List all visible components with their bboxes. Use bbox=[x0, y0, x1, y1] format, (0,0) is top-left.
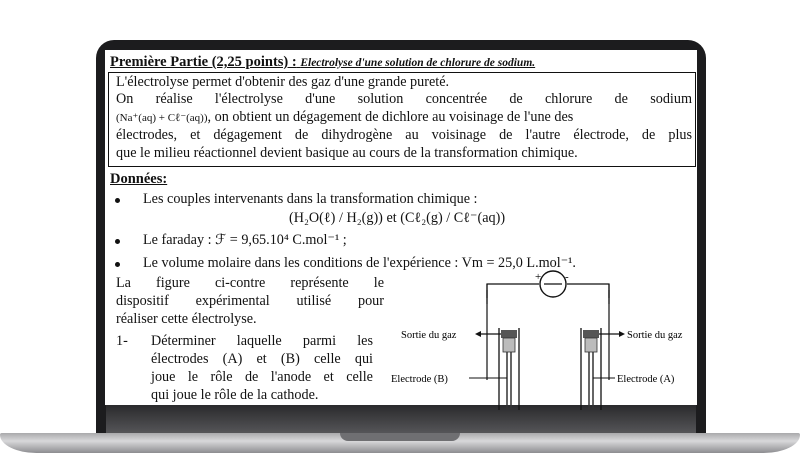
electrode-a-label: Electrode (A) bbox=[617, 374, 675, 385]
wire-right bbox=[567, 284, 609, 290]
page-title bbox=[110, 54, 535, 71]
ions-formula: (Na⁺(aq) + Cℓ⁻(aq)) bbox=[116, 112, 208, 124]
intro-line-3: , on obtient un dégagement de dichlore au voisinage de l'une des bbox=[207, 109, 574, 125]
figure-line-3: réaliser cette électrolyse. bbox=[116, 311, 257, 327]
intro-line-3-row bbox=[116, 109, 692, 127]
question-1-line-2: électrodes (A) et (B) celle qui bbox=[151, 351, 373, 367]
bullet-3-dot bbox=[115, 262, 120, 267]
question-1-line-3: joue le rôle de l'anode et celle bbox=[151, 369, 373, 385]
bullet-3: Le volume molaire dans les conditions de l'expérience : Vm = 25,0 L.mol⁻¹. bbox=[143, 255, 576, 271]
electrode-b-label: Electrode (B) bbox=[391, 374, 448, 385]
intro-line-1: L'électrolyse permet d'obtenir des gaz d'une grande pureté. bbox=[116, 74, 450, 90]
couples-formula: (H₂O(ℓ) / H₂(g)) et (Cℓ₂(g) / Cℓ⁻(aq)) bbox=[289, 210, 506, 226]
donnees-heading: Données: bbox=[110, 171, 168, 187]
figure-line-1: La figure ci-contre représente le bbox=[116, 275, 384, 291]
wire-left bbox=[487, 284, 539, 290]
laptop-notch bbox=[340, 433, 460, 441]
bullet-2: Le faraday : ℱ = 9,65.10⁴ C.mol⁻¹ ; bbox=[143, 232, 347, 248]
bullet-2-dot bbox=[115, 239, 120, 244]
intro-line-5: que le milieu réactionnel devient basique au cours de la transformation chimique. bbox=[116, 145, 578, 161]
question-1-line-4: qui joue le rôle de la cathode. bbox=[151, 387, 319, 403]
intro-line-2: On réalise l'électrolyse d'une solution concentrée de chlorure de sodium bbox=[116, 91, 692, 107]
bullet-1: Les couples intervenants dans la transformation chimique : bbox=[143, 191, 478, 207]
title-part: Première Partie (2,25 points) : bbox=[110, 54, 297, 70]
electrolysis-diagram bbox=[391, 270, 697, 410]
intro-line-4: électrodes, et dégagement de dihydrogène au voisinage de l'autre électrode, de plus bbox=[116, 127, 692, 143]
left-tube-cap bbox=[501, 330, 517, 338]
document-screen bbox=[105, 50, 697, 405]
title-subject: Electrolyse d'une solution de chlorure de sodium. bbox=[300, 57, 536, 69]
question-1-number: 1- bbox=[116, 333, 128, 349]
question-1-line-1: Déterminer laquelle parmi les bbox=[151, 333, 373, 349]
plus-sign: + bbox=[535, 271, 542, 283]
gas-out-left-label: Sortie du gaz bbox=[401, 330, 457, 341]
gas-out-right-label: Sortie du gaz bbox=[627, 330, 683, 341]
minus-sign: - bbox=[565, 271, 569, 283]
right-tube-cap bbox=[583, 330, 599, 338]
bullet-1-dot bbox=[115, 198, 120, 203]
figure-line-2: dispositif expérimental utilisé pour bbox=[116, 293, 384, 309]
